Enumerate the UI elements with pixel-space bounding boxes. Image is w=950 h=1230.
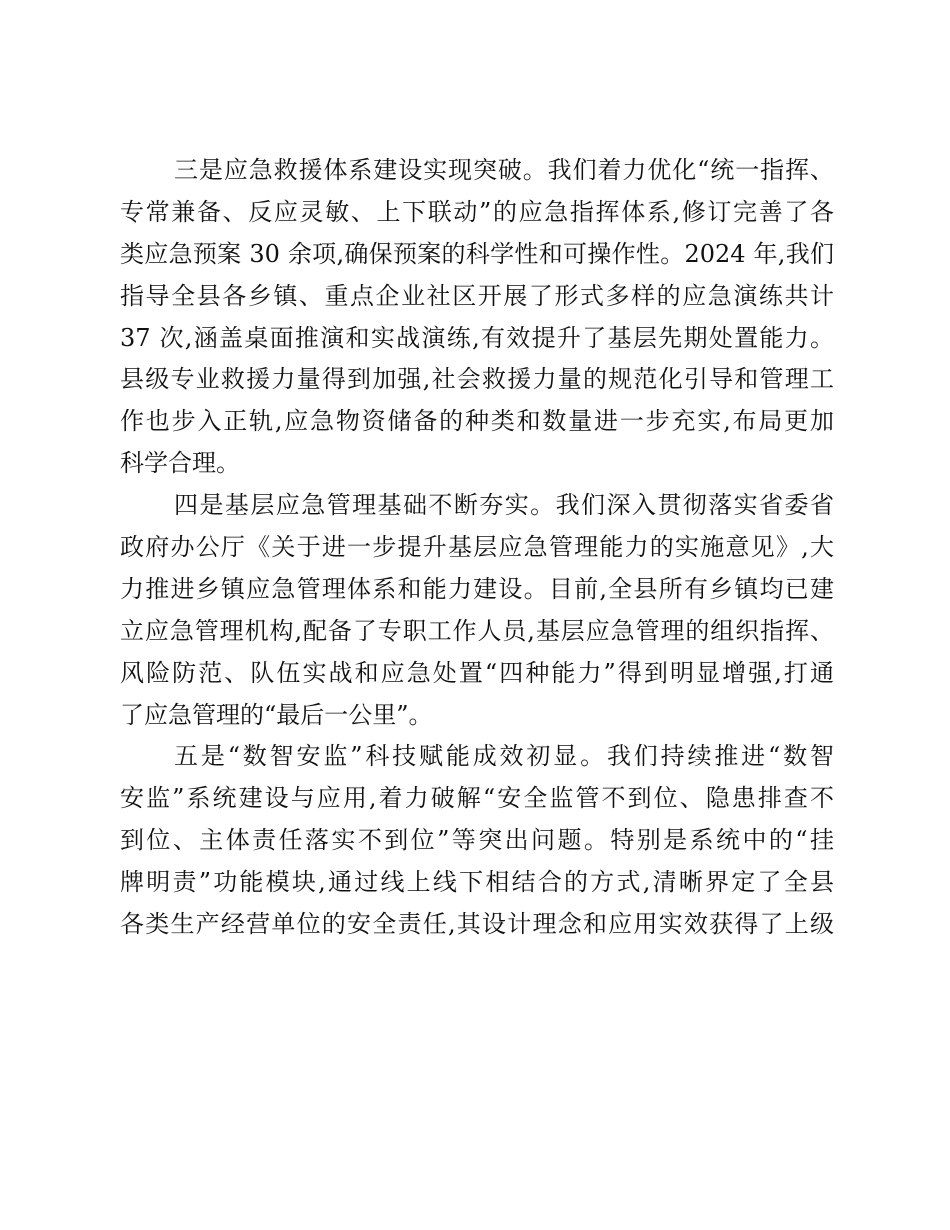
text-line: 了应急管理的“最后一公里”。 [120, 700, 433, 729]
text-line: 作也步入正轨,应急物资储备的种类和数量进一步充实,布局更加 [120, 407, 834, 436]
text-line: 各类生产经营单位的安全责任,其设计理念和应用实效获得了上级 [120, 910, 834, 939]
text-line: 安监”系统建设与应用,着力破解“安全监管不到位、隐患排查不 [120, 784, 834, 813]
text-line: 三是应急救援体系建设实现突破。我们着力优化“统一指挥、 [174, 156, 834, 184]
text-line: 专常兼备、反应灵敏、上下联动”的应急指挥体系,修订完善了各 [120, 197, 834, 226]
text-line: 县级专业救援力量得到加强,社会救援力量的规范化引导和管理工 [120, 365, 834, 394]
text-line: 力推进乡镇应急管理体系和能力建设。目前,全县所有乡镇均已建 [120, 574, 834, 603]
text-line: 类应急预案 30 余项,确保预案的科学性和可操作性。2024 年,我们 [120, 239, 834, 268]
paragraph-emergency-rescue [120, 150, 834, 485]
document-body [120, 150, 834, 946]
text-line: 科学合理。 [120, 449, 240, 478]
text-line: 立应急管理机构,配备了专职工作人员,基层应急管理的组织指挥、 [120, 616, 834, 645]
text-line: 指导全县各乡镇、重点企业社区开展了形式多样的应急演练共计 [120, 281, 834, 310]
text-line: 37 次,涵盖桌面推演和实战演练,有效提升了基层先期处置能力。 [120, 323, 834, 352]
text-line: 政府办公厅《关于进一步提升基层应急管理能力的实施意见》,大 [120, 533, 834, 562]
paragraph-grassroots-management [120, 485, 834, 736]
paragraph-digital-supervision [120, 736, 834, 945]
text-line: 到位、主体责任落实不到位”等突出问题。特别是系统中的“挂 [120, 826, 834, 855]
text-line: 风险防范、队伍实战和应急处置“四种能力”得到明显增强,打通 [120, 658, 834, 687]
text-line: 五是“数智安监”科技赋能成效初显。我们持续推进“数智 [174, 742, 834, 771]
text-line: 牌明责”功能模块,通过线上线下相结合的方式,清晰界定了全县 [120, 868, 834, 897]
text-line: 四是基层应急管理基础不断夯实。我们深入贯彻落实省委省 [174, 491, 834, 520]
